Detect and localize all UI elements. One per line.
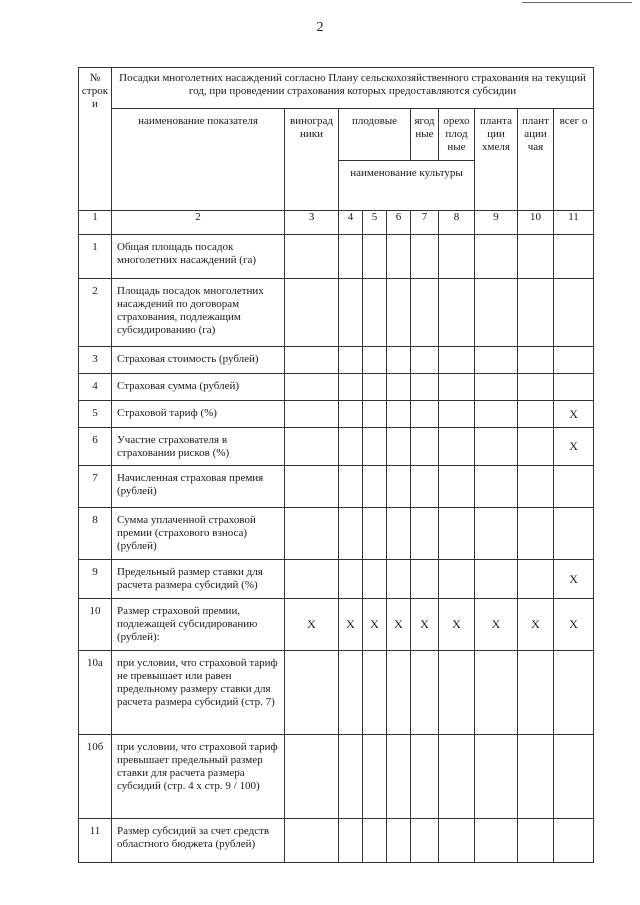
value-cell <box>285 401 339 428</box>
header-total: всег о <box>554 109 594 211</box>
column-number: 1 <box>79 211 112 235</box>
value-cell <box>285 508 339 560</box>
value-cell <box>475 819 518 863</box>
value-cell <box>518 428 554 466</box>
value-cell <box>554 819 594 863</box>
value-cell <box>387 279 411 347</box>
value-cell <box>285 651 339 735</box>
value-cell <box>363 279 387 347</box>
value-cell <box>439 374 475 401</box>
table-row <box>79 347 594 374</box>
value-cell <box>554 347 594 374</box>
value-cell <box>475 651 518 735</box>
row-number: 7 <box>79 466 112 508</box>
value-cell <box>363 374 387 401</box>
value-cell <box>285 235 339 279</box>
value-cell <box>439 560 475 599</box>
value-cell <box>339 508 363 560</box>
value-cell <box>411 651 439 735</box>
indicator-label: при условии, что страховой тариф превышает предельный размер ставки для расчета размера субсидий (стр. 4 x стр. 9 / 100) <box>112 735 285 819</box>
value-cell <box>411 428 439 466</box>
value-cell <box>439 466 475 508</box>
value-cell <box>411 819 439 863</box>
row-number: 4 <box>79 374 112 401</box>
indicator-label: Общая площадь посадок многолетних насаждений (га) <box>112 235 285 279</box>
not-applicable-mark: X <box>285 599 339 651</box>
row-number: 1 <box>79 235 112 279</box>
not-applicable-mark: X <box>554 428 594 466</box>
not-applicable-mark: X <box>363 599 387 651</box>
value-cell <box>411 466 439 508</box>
table-row <box>79 235 594 279</box>
table-row <box>79 401 594 428</box>
header-crop-name: наименование культуры <box>339 161 475 211</box>
row-number: 3 <box>79 347 112 374</box>
not-applicable-mark: X <box>387 599 411 651</box>
value-cell <box>518 279 554 347</box>
value-cell <box>285 279 339 347</box>
value-cell <box>339 466 363 508</box>
indicator-label: Предельный размер ставки для расчета размера субсидий (%) <box>112 560 285 599</box>
value-cell <box>475 466 518 508</box>
column-number: 4 <box>339 211 363 235</box>
value-cell <box>518 347 554 374</box>
value-cell <box>439 819 475 863</box>
value-cell <box>475 735 518 819</box>
value-cell <box>285 819 339 863</box>
column-number: 2 <box>112 211 285 235</box>
row-number: 6 <box>79 428 112 466</box>
value-cell <box>387 651 411 735</box>
table-row <box>79 279 594 347</box>
value-cell <box>411 735 439 819</box>
indicator-label: Размер субсидий за счет средств областного бюджета (рублей) <box>112 819 285 863</box>
value-cell <box>475 428 518 466</box>
column-number: 6 <box>387 211 411 235</box>
column-number: 8 <box>439 211 475 235</box>
value-cell <box>339 374 363 401</box>
table-row <box>79 735 594 819</box>
row-number: 9 <box>79 560 112 599</box>
value-cell <box>285 428 339 466</box>
column-number: 7 <box>411 211 439 235</box>
value-cell <box>439 428 475 466</box>
table-row <box>79 508 594 560</box>
indicator-label: Сумма уплаченной страховой премии (страхового взноса) (рублей) <box>112 508 285 560</box>
column-number: 9 <box>475 211 518 235</box>
header-hops: планта ции хмеля <box>475 109 518 211</box>
value-cell <box>339 428 363 466</box>
value-cell <box>363 235 387 279</box>
not-applicable-mark: X <box>475 599 518 651</box>
value-cell <box>411 374 439 401</box>
value-cell <box>339 235 363 279</box>
value-cell <box>411 235 439 279</box>
value-cell <box>285 347 339 374</box>
value-cell <box>387 735 411 819</box>
value-cell <box>475 401 518 428</box>
header-vineyards: виноград ники <box>285 109 339 211</box>
header-tea: плант ации чая <box>518 109 554 211</box>
indicator-label: Участие страхователя в страховании рисков (%) <box>112 428 285 466</box>
indicator-label: Площадь посадок многолетних насаждений по договорам страхования, подлежащим субсидированию (га) <box>112 279 285 347</box>
value-cell <box>475 374 518 401</box>
value-cell <box>387 235 411 279</box>
value-cell <box>411 401 439 428</box>
value-cell <box>518 560 554 599</box>
value-cell <box>554 466 594 508</box>
header-nut: орехо плод ные <box>439 109 475 161</box>
value-cell <box>387 466 411 508</box>
indicator-label: Начисленная страховая премия (рублей) <box>112 466 285 508</box>
value-cell <box>475 235 518 279</box>
value-cell <box>439 401 475 428</box>
value-cell <box>387 428 411 466</box>
not-applicable-mark: X <box>554 401 594 428</box>
value-cell <box>363 651 387 735</box>
value-cell <box>411 279 439 347</box>
not-applicable-mark: X <box>339 599 363 651</box>
value-cell <box>475 347 518 374</box>
value-cell <box>339 401 363 428</box>
not-applicable-mark: X <box>411 599 439 651</box>
column-number: 11 <box>554 211 594 235</box>
row-number: 10 <box>79 599 112 651</box>
value-cell <box>411 508 439 560</box>
table-row <box>79 560 594 599</box>
value-cell <box>339 560 363 599</box>
value-cell <box>387 508 411 560</box>
page-number: 2 <box>316 20 324 35</box>
value-cell <box>518 735 554 819</box>
value-cell <box>554 235 594 279</box>
indicator-label: Страховая сумма (рублей) <box>112 374 285 401</box>
corner-line <box>522 2 632 3</box>
indicator-label: при условии, что страховой тариф не превышает или равен предельному размеру ставки для расчета размера субсидий (стр. 7) <box>112 651 285 735</box>
value-cell <box>387 347 411 374</box>
value-cell <box>475 560 518 599</box>
table-row <box>79 819 594 863</box>
row-number: 8 <box>79 508 112 560</box>
value-cell <box>363 819 387 863</box>
value-cell <box>554 279 594 347</box>
indicator-label: Страховой тариф (%) <box>112 401 285 428</box>
table-row <box>79 428 594 466</box>
value-cell <box>554 735 594 819</box>
value-cell <box>339 347 363 374</box>
header-berry: ягод ные <box>411 109 439 161</box>
value-cell <box>285 466 339 508</box>
header-indicator-name: наименование показателя <box>112 109 285 211</box>
not-applicable-mark: X <box>518 599 554 651</box>
value-cell <box>411 560 439 599</box>
value-cell <box>518 819 554 863</box>
value-cell <box>518 374 554 401</box>
indicator-label: Размер страховой премии, подлежащей субсидированию (рублей): <box>112 599 285 651</box>
value-cell <box>285 374 339 401</box>
column-number-row <box>79 211 594 235</box>
value-cell <box>518 401 554 428</box>
value-cell <box>363 466 387 508</box>
value-cell <box>411 347 439 374</box>
value-cell <box>439 651 475 735</box>
not-applicable-mark: X <box>554 560 594 599</box>
value-cell <box>439 735 475 819</box>
value-cell <box>387 560 411 599</box>
value-cell <box>363 735 387 819</box>
value-cell <box>363 560 387 599</box>
value-cell <box>339 819 363 863</box>
value-cell <box>554 374 594 401</box>
value-cell <box>518 466 554 508</box>
value-cell <box>285 560 339 599</box>
value-cell <box>339 279 363 347</box>
value-cell <box>387 819 411 863</box>
header-row-no: № строк и <box>79 68 112 211</box>
value-cell <box>363 347 387 374</box>
table-row <box>79 599 594 651</box>
not-applicable-mark: X <box>439 599 475 651</box>
value-cell <box>554 508 594 560</box>
value-cell <box>363 401 387 428</box>
value-cell <box>439 508 475 560</box>
value-cell <box>363 508 387 560</box>
subsidy-table <box>78 67 594 863</box>
column-number: 3 <box>285 211 339 235</box>
table-row <box>79 466 594 508</box>
indicator-label: Страховая стоимость (рублей) <box>112 347 285 374</box>
value-cell <box>387 374 411 401</box>
not-applicable-mark: X <box>554 599 594 651</box>
header-fruit: плодовые <box>339 109 411 161</box>
value-cell <box>363 428 387 466</box>
value-cell <box>387 401 411 428</box>
value-cell <box>439 347 475 374</box>
value-cell <box>439 279 475 347</box>
row-number: 2 <box>79 279 112 347</box>
value-cell <box>339 735 363 819</box>
column-number: 5 <box>363 211 387 235</box>
value-cell <box>475 508 518 560</box>
row-number: 10а <box>79 651 112 735</box>
value-cell <box>518 235 554 279</box>
value-cell <box>285 735 339 819</box>
value-cell <box>554 651 594 735</box>
value-cell <box>339 651 363 735</box>
column-number: 10 <box>518 211 554 235</box>
table-row <box>79 651 594 735</box>
header-main-title: Посадки многолетних насаждений согласно Плану сельскохозяйственного страхования на текущий год, при проведении страхования которых предоставляются субсидии <box>112 68 594 109</box>
value-cell <box>518 508 554 560</box>
value-cell <box>475 279 518 347</box>
table-row <box>79 374 594 401</box>
row-number: 10б <box>79 735 112 819</box>
value-cell <box>439 235 475 279</box>
row-number: 11 <box>79 819 112 863</box>
value-cell <box>518 651 554 735</box>
row-number: 5 <box>79 401 112 428</box>
